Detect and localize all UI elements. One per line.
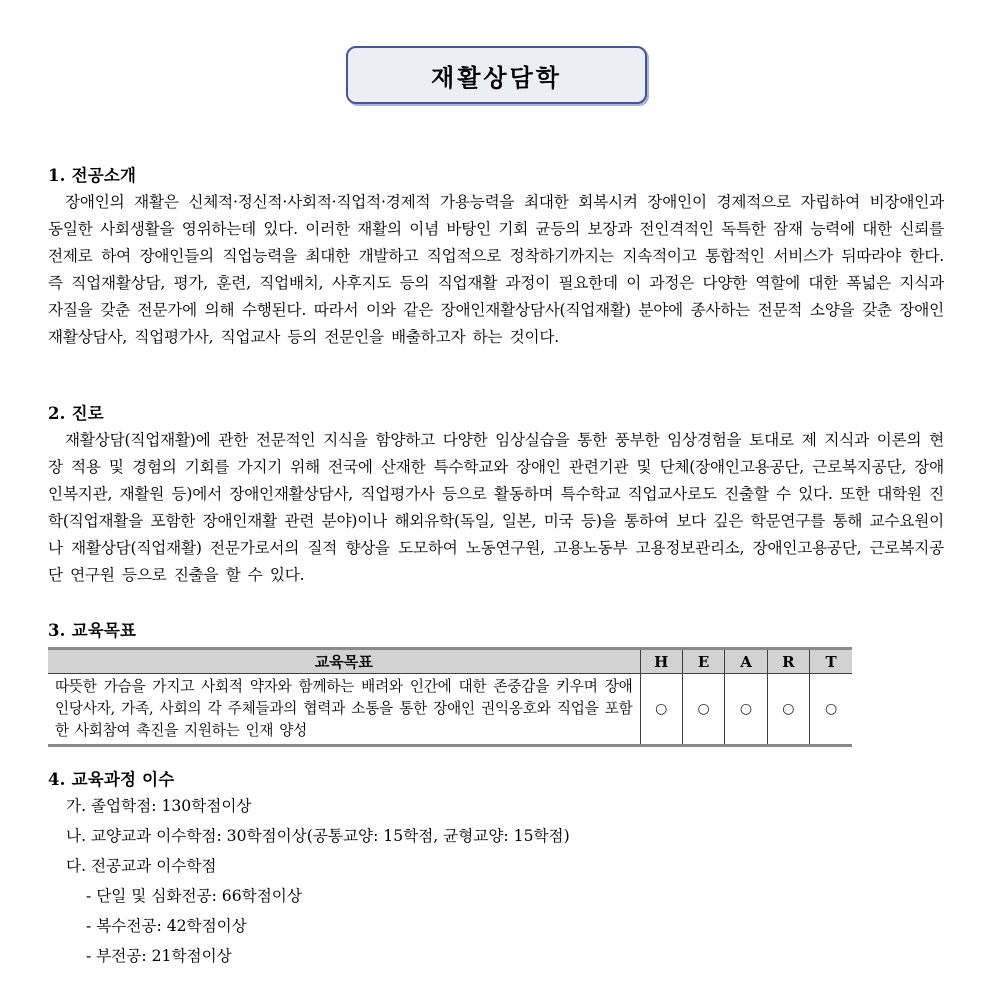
list-subitem-minor: - 부전공: 21학점이상 xyxy=(86,947,232,965)
heart-column-a: A xyxy=(725,649,767,674)
title-box xyxy=(346,46,647,104)
mark-h: ○ xyxy=(640,674,682,746)
page-title: 재활상담학 xyxy=(431,62,562,92)
goals-table xyxy=(48,647,852,747)
goals-column-header: 교육목표 xyxy=(48,649,640,674)
list-subitem-double-major: - 복수전공: 42학점이상 xyxy=(86,917,247,935)
list-item-major-credits: 다. 전공교과 이수학점 xyxy=(66,857,217,875)
mark-a: ○ xyxy=(725,674,767,746)
section-3-heading: 3. 교육목표 xyxy=(48,621,137,640)
section-1-heading: 1. 전공소개 xyxy=(48,166,137,185)
heart-column-h: H xyxy=(640,649,682,674)
heart-column-t: T xyxy=(810,649,852,674)
goals-table-row xyxy=(48,674,852,746)
section-4-heading: 4. 교육과정 이수 xyxy=(48,770,175,789)
goal-description: 따뜻한 가슴을 가지고 사회적 약자와 함께하는 배려와 인간에 대한 존중감을 키우며 장애인당사자, 가족, 사회의 각 주체들과의 협력과 소통을 통한 장애인 권익옹호와 직업을 포함한 사회참여 촉진을 지원하는 인재 양성 xyxy=(48,674,640,746)
list-item-liberal-arts-credits: 나. 교양교과 이수학점: 30학점이상(공통교양: 15학점, 균형교양: 15학점) xyxy=(66,827,570,845)
curriculum-list xyxy=(48,791,944,971)
list-item-graduation-credits: 가. 졸업학점: 130학점이상 xyxy=(66,797,252,815)
heart-column-e: E xyxy=(682,649,724,674)
mark-t: ○ xyxy=(810,674,852,746)
education-goals-table xyxy=(48,647,852,747)
mark-r: ○ xyxy=(767,674,809,746)
list-subitem-single-major: - 단일 및 심화전공: 66학점이상 xyxy=(86,887,302,905)
heart-column-r: R xyxy=(767,649,809,674)
section-2-body: 재활상담(직업재활)에 관한 전문적인 지식을 함양하고 다양한 임상실습을 통한 풍부한 임상경험을 토대로 제 지식과 이론의 현장 적용 및 경험의 기회를 가지기 위해 전국에 산재한 특수학교와 장애인 관련기관 및 단체(장애인고용공단, 근로복지공단, 장애인복지관, 재활원 등)에서 장애인재활상담사, 직업평가사 등으로 활동하며 특수학교 직업교사로도 진출할 수 있다. 또한 대학원 진학(직업재활을 포함한 장애인재활 관련 분야)이나 해외유학(독일, 일본, 미국 등)을 통하여 보다 깊은 학문연구를 통해 교수요원이나 재활상담(직업재활) 전문가로서의 질적 향상을 도모하여 노동연구원, 고용노동부 고용정보관리소, 장애인고용공단, 근로복지공단 연구원 등으로 진출을 할 수 있다. xyxy=(48,431,944,584)
goals-table-header-row xyxy=(48,649,852,674)
section-2-heading: 2. 진로 xyxy=(48,404,104,423)
mark-e: ○ xyxy=(682,674,724,746)
section-1-body: 장애인의 재활은 신체적·정신적·사회적·직업적·경제적 가용능력을 최대한 회복시켜 장애인이 경제적으로 자립하여 비장애인과 동일한 사회생활을 영위하는데 있다. 이러한 재활의 이념 바탕인 기회 균등의 보장과 전인격적인 독특한 잠재 능력에 대한 신뢰를 전제로 하여 장애인들의 직업능력을 최대한 개발하고 직업적으로 정착하기까지는 지속적이고 통합적인 서비스가 뒤따라야 한다. 즉 직업재활상담, 평가, 훈련, 직업배치, 사후지도 등의 직업재활 과정이 필요한데 이 과정은 다양한 역할에 대한 폭넓은 지식과 자질을 갖춘 전문가에 의해 수행된다. 따라서 이와 같은 장애인재활상담사(직업재활) 분야에 종사하는 전문적 소양을 갖춘 장애인재활상담사, 직업평가사, 직업교사 등의 전문인을 배출하고자 하는 것이다. xyxy=(48,193,944,346)
